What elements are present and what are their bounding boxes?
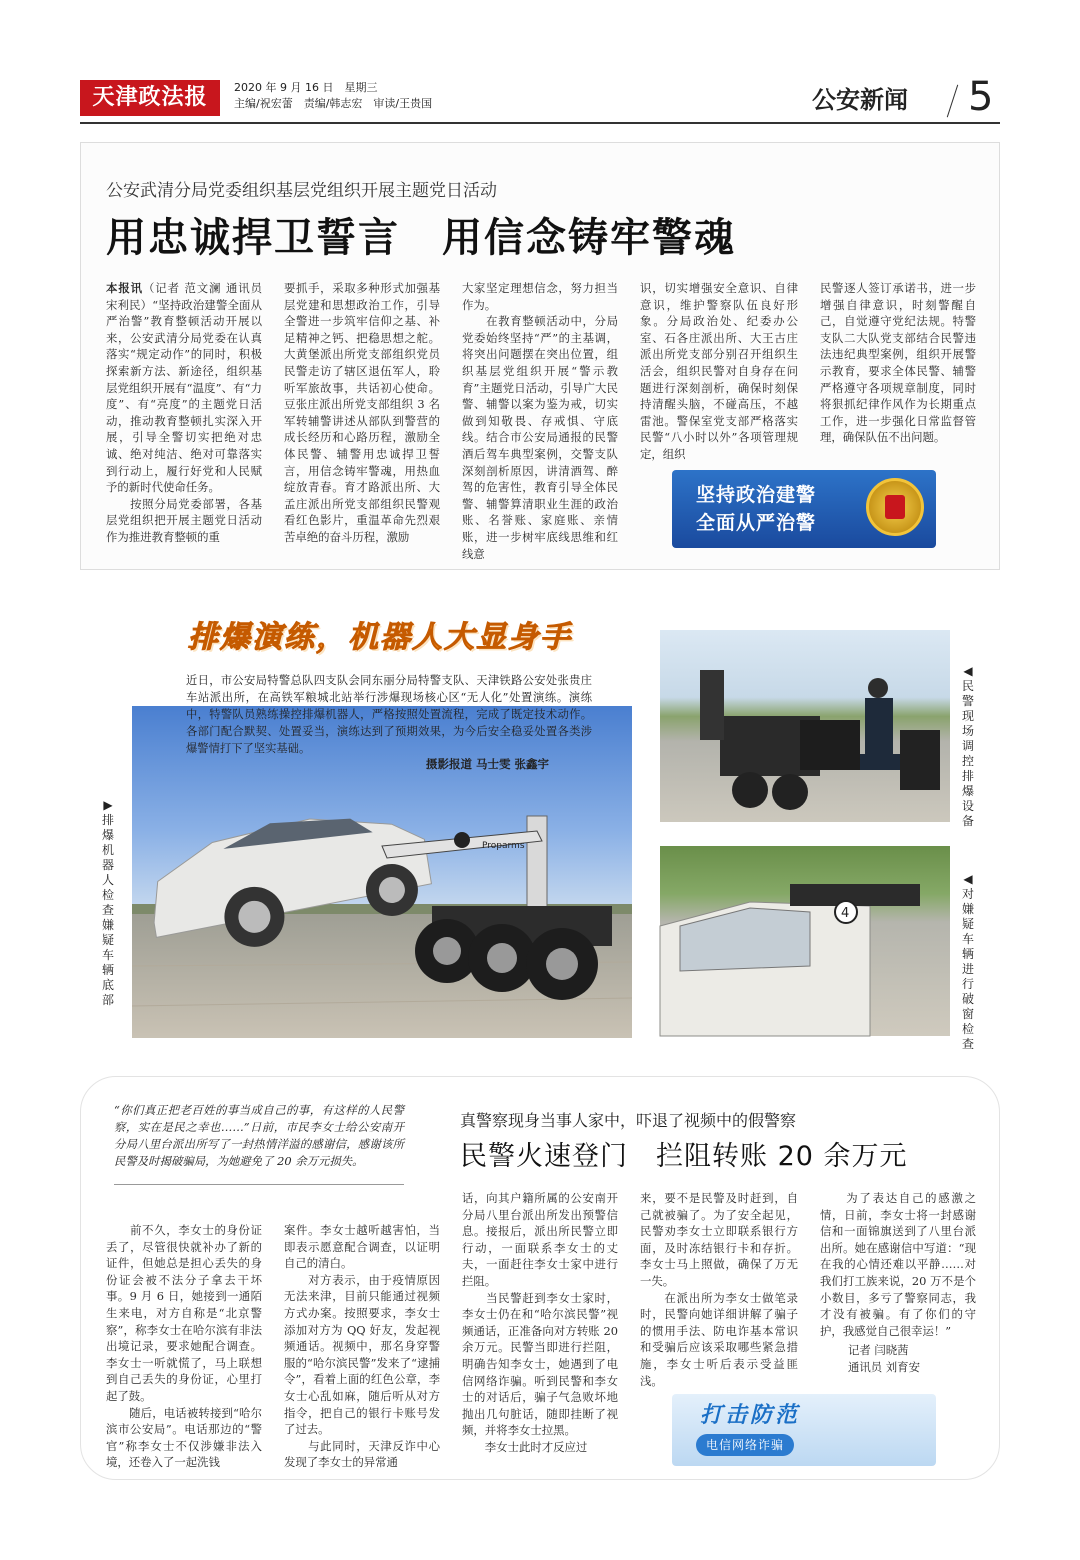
robot-number-badge: 4 <box>841 906 850 921</box>
article-1-title: 用忠诚捍卫誓言 用信念铸牢警魂 <box>106 214 736 261</box>
masthead-logo: 天津政法报 <box>80 80 220 116</box>
article-2-column-1: 前不久，李女士的身份证丢了，尽管很快就补办了新的证件，但她总是担心丢失的身份证会被不法分子拿去干坏事。9 月 6 日，她接到一通陌生来电，对方自称是“北京警察”，称李女士在哈尔滨有非法出境记录，要求她配合调查。李女士一听就慌了，马上联想到自己丢失的身份证，心里打起了鼓。 随后，电话被转接到“哈尔滨市公安局”。电话那边的“警官”称李女士不仅涉嫌非法入境，还卷入了一起洗钱 <box>106 1223 262 1470</box>
photo-feature-credit: 摄影报道 马士雯 张鑫宇 <box>426 757 550 771</box>
article-2-column-2: 案件。李女士越听越害怕，当即表示愿意配合调查，以证明自己的清白。 对方表示，由于疫情原因无法来津，目前只能通过视频方式办案。按照要求，李女士添加对方为 QQ 好友，发起视频通话。视频中，那名身穿警服的“哈尔滨民警”发来了“逮捕令”，看着上面的红色公章，李女士心乱如麻，随后听从对方指令，把自己的银行卡账号发了过去。 与此同时，天津反诈中心发现了李女士的异常通 <box>284 1223 440 1470</box>
window-break-illustration <box>660 846 950 1036</box>
caption-robot-inspecting-car: ▶排爆机器人检查嫌疑车辆底部 <box>101 798 114 1007</box>
article-1-column-5: 民警逐人签订承诺书，进一步增强自律意识，时刻警醒自己，自觉遵守党纪法规。特警支队二大队党支部结合民警违法违纪典型案例，组织开展警示教育，要求全体民警、辅警严格遵守各项规章制度，同时将狠抓纪律作风作为长期重点工作，进一步强化日常监督管理，确保队伍不出问题。 <box>820 281 976 445</box>
article-1-column-4: 识，切实增强安全意识、自律意识，维护警察队伍良好形象。分局政治处、纪委办公室、石各庄派出所、大王古庄派出所党支部分别召开组织生活会，组织民警对自身存在问题进行深刻剖析，确保时刻保持清醒头脑，不碰高压，不越雷池。警保室党支部严格落实民警“八小时以外”各项管理规定，组织 <box>640 281 798 461</box>
anti-fraud-banner <box>672 1394 936 1466</box>
banner-line-1: 坚持政治建警 <box>696 484 817 506</box>
article-2-title: 民警火速登门 拦阻转账 20 余万元 <box>460 1141 908 1172</box>
article-2-column-4: 来，要不是民警及时赶到，自己就被骗了。为了安全起见，民警劝李女士立即联系银行方面，及时冻结银行卡和存折。李女士马上照做，确保了万无一失。 在派出所为李女士做笔录时，民警向她详细讲解了骗子的惯用手法、防电诈基本常识和受骗后应该采取哪些紧急措施，李女士听后表示受益匪浅。 <box>640 1191 798 1388</box>
section-separator <box>947 85 958 118</box>
article-1-column-3: 大家坚定理想信念，努力担当作为。 在教育整顿活动中，分局党委始终坚持“严”的主基调，将突出问题摆在突出位置，组织基层党组织开展“警示教育”主题党日活动，引导广大民警、辅警以案为鉴为戒，切实做到知敬畏、存戒惧、守底线。结合市公安局通报的民警酒后驾车典型案例，交警支队深刻剖析原因，讲清酒驾、醉驾的危害性，教育引导全体民警、辅警算清职业生涯的政治账、名誉账、家庭账、亲情账，进一步树牢底线思维和红线意 <box>462 281 618 561</box>
police-badge-icon <box>866 478 924 536</box>
caption-window-break: ◀对嫌疑车辆进行破窗检查 <box>961 872 974 1051</box>
officer-robot-illustration <box>660 630 950 822</box>
section-name: 公安新闻 <box>812 86 908 114</box>
header-rule <box>80 122 1000 124</box>
banner-line-2: 全面从严治警 <box>696 512 817 534</box>
article-1-column-1 <box>106 280 262 550</box>
page-number: 5 <box>968 74 994 120</box>
article-2-lead-quote: “你们真正把老百姓的事当成自己的事，有这样的人民警察，实在是民之幸也……”日前，市民李女士给公安南开分局八里台派出所写了一封热情洋溢的感谢信，感谢该所民警及时揭破骗局，为她避免了 20 余万元损失。 <box>114 1103 404 1168</box>
reporter-byline: 记者 闫晓茜 <box>848 1343 909 1357</box>
article-2-kicker: 真警察现身当事人家中，吓退了视频中的假警察 <box>460 1111 797 1130</box>
photo-robot-breaking-window <box>660 846 950 1036</box>
article-1-col1-text: （记者 范文澜 通讯员 宋利民）“坚持政治建警全面从严治警”教育整顿活动开展以来，公安武清分局党委在认真落实“规定动作”的同时，积极探索新方法、新途径，组织基层党组织开展有“温度”、有“力度”、有“亮度”的主题党日活动，推动教育整顿扎实深入开展，引导全警切实把绝对忠诚、绝对纯洁、绝对可靠落实到行动上，履行好党和人民赋予的新时代使命任务。 按照分局党委部署，各基层党组织把开展主题党日活动作为推进教育整顿的重 <box>106 281 262 544</box>
correspondent-byline: 通讯员 刘育安 <box>848 1359 920 1374</box>
article-2-bylines <box>848 1342 976 1382</box>
editors-line: 主编/祝宏蕾 责编/韩志宏 审读/王贵国 <box>234 97 433 110</box>
photo-feature-intro: 近日，市公安局特警总队四支队会同东丽分局特警支队、天津铁路公安处张贵庄车站派出所，在高铁军粮城北站举行涉爆现场核心区“无人化”处置演练。演练中，特警队员熟练操控排爆机器人，严格按照处置流程，完成了既定技术动作。各部门配合默契、处置妥当，演练达到了预期效果，为今后安全稳妥处置各类涉爆警情打下了坚实基础。 <box>186 674 592 755</box>
anti-fraud-banner-title: 打击防范 <box>700 1403 801 1428</box>
article-2-column-3: 话，向其户籍所属的公安南开分局八里台派出所发出预警信息。接报后，派出所民警立即行动，一面联系李女士的丈夫，一面赶往李女士家中进行拦阻。 当民警赶到李女士家时，李女士仍在和“哈尔滨民警”视频通话，正准备向对方转账 20 余万元。民警当即进行拦阻，明确告知李女士，她遇到了电信网络诈骗。听到民警和李女士的对话后，骗子气急败坏地抛出几句脏话，随即挂断了视频，并将李女士拉黑。 李女士此时才反应过 <box>462 1191 618 1454</box>
robot-brand-label: Proparms <box>482 841 525 851</box>
article-2-column-5: 为了表达自己的感激之情，日前，李女士将一封感谢信和一面锦旗送到了八里台派出所。她在感谢信中写道：“现在我的心情还难以平静……对我们打工族来说，20 万不是个小数目，多亏了警察同志，我才没有被骗。有了你们的守护，我感觉自己很幸运！” <box>820 1191 976 1338</box>
anti-fraud-banner-subtitle: 电信网络诈骗 <box>696 1434 794 1456</box>
article-1-kicker: 公安武清分局党委组织基层党组织开展主题党日活动 <box>106 181 497 201</box>
header-meta <box>234 80 432 112</box>
article-1-byline: 本报讯 <box>106 281 143 295</box>
quote-rule <box>114 1184 404 1185</box>
photo-officer-controlling-equipment <box>660 630 950 822</box>
article-1-banner <box>672 470 936 548</box>
caption-officer-controlling: ◀民警现场调控排爆设备 <box>961 664 974 828</box>
photo-feature-title: 排爆演练，机器人大显身手 <box>188 620 572 655</box>
issue-date: 2020 年 9 月 16 日 星期三 <box>234 81 378 94</box>
article-1-column-2: 要抓手，采取多种形式加强基层党建和思想政治工作，引导全警进一步筑牢信仰之基、补足精神之钙、把稳思想之舵。大黄堡派出所党支部组织党员民警走访了辖区退伍军人，聆听军旅故事，共话初心使命。豆张庄派出所党支部组织 3 名军转辅警讲述从部队到警营的成长经历和心路历程，激励全体民警、辅警用忠诚捍卫誓言，用信念铸牢警魂，用热血绽放青春。育才路派出所、大孟庄派出所党支部组织民警观看红色影片，重温革命先烈艰苦卓绝的奋斗历程，激励 <box>284 281 440 544</box>
